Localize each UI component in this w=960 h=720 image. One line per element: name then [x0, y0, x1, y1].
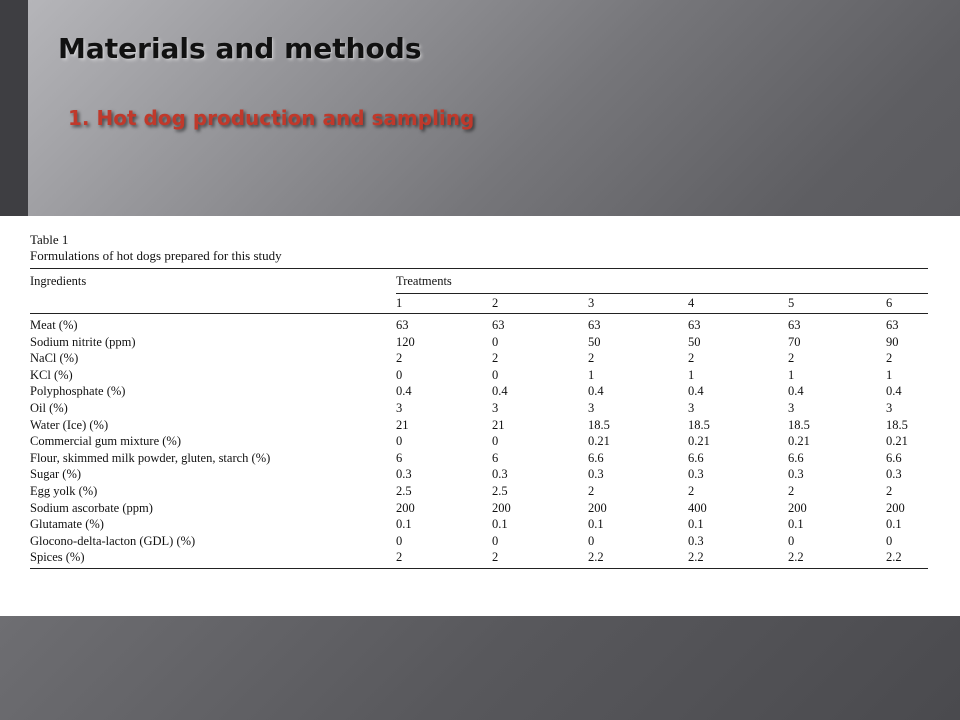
slide-title: Materials and methods	[58, 32, 422, 65]
formulation-table-body	[30, 314, 928, 569]
treatment-value-cell: 200	[886, 500, 905, 515]
treatment-value-cell: 18.5	[588, 417, 610, 432]
treatment-value-cell: 0.4	[886, 384, 902, 399]
treatment-value-cell: 2	[886, 483, 893, 498]
treatment-value-cell: 50	[688, 334, 701, 349]
treatment-value-cell: 0.21	[788, 434, 810, 449]
treatment-value-cell: 0.3	[688, 533, 704, 548]
table-panel	[0, 216, 960, 616]
ingredient-name-cell: Water (Ice) (%)	[30, 417, 109, 432]
slide-subtitle: 1. Hot dog production and sampling	[68, 106, 475, 130]
treatment-value-cell: 2	[588, 351, 595, 366]
treatment-value-cell: 63	[688, 318, 701, 332]
treatment-value-cell: 0	[492, 533, 499, 548]
treatment-value-cell: 2	[492, 351, 499, 366]
table-row	[30, 466, 928, 483]
table-row	[30, 314, 928, 334]
treatment-value-cell: 200	[588, 500, 607, 515]
treatment-value-cell: 1	[588, 367, 595, 382]
treatment-value-cell: 3	[492, 400, 499, 415]
table-row	[30, 516, 928, 533]
treatment-value-cell: 0	[788, 533, 795, 548]
formulation-table	[30, 268, 928, 569]
treatment-value-cell: 0	[492, 434, 499, 449]
treatment-value-cell: 0.3	[492, 467, 508, 482]
treatment-value-cell: 200	[788, 500, 807, 515]
treatment-value-cell: 3	[588, 400, 595, 415]
treatment-value-cell: 63	[492, 318, 505, 332]
treatment-value-cell: 0.4	[788, 384, 804, 399]
treatment-value-cell: 18.5	[788, 417, 810, 432]
ingredient-name-cell: Flour, skimmed milk powder, gluten, starch (%)	[30, 450, 271, 465]
treatment-value-cell: 2.2	[788, 549, 886, 568]
treatment-value-cell: 0.1	[886, 517, 902, 532]
treatment-value-cell: 3	[886, 400, 893, 415]
treatment-value-cell: 3	[688, 400, 695, 415]
treatment-value-cell: 63	[788, 318, 801, 332]
table-row	[30, 433, 928, 450]
treatment-value-cell: 2	[588, 483, 595, 498]
table-row	[30, 367, 928, 384]
treatment-number: 3	[588, 294, 688, 314]
treatment-value-cell: 6	[396, 450, 403, 465]
treatment-value-cell: 63	[588, 318, 601, 332]
treatment-value-cell: 2	[788, 483, 795, 498]
treatment-value-cell: 0.3	[886, 467, 902, 482]
ingredient-name-cell: Sodium nitrite (ppm)	[30, 334, 136, 349]
ingredient-name-cell: KCl (%)	[30, 367, 73, 382]
treatment-value-cell: 0	[396, 434, 403, 449]
treatment-value-cell: 400	[688, 500, 707, 515]
ingredients-header: Ingredients	[30, 269, 396, 294]
ingredient-name-cell: Oil (%)	[30, 400, 68, 415]
treatment-value-cell: 0.21	[588, 434, 610, 449]
table-row	[30, 350, 928, 367]
ingredient-name-cell: Sugar (%)	[30, 467, 82, 482]
treatment-number: 6	[886, 294, 928, 314]
table-row	[30, 417, 928, 434]
treatment-value-cell: 0.4	[396, 384, 412, 399]
treatment-number-row	[30, 294, 928, 314]
ingredient-name-cell: Sodium ascorbate (ppm)	[30, 500, 153, 515]
treatment-value-cell: 18.5	[886, 417, 908, 432]
treatment-value-cell: 0.4	[492, 384, 508, 399]
treatment-value-cell: 0.1	[492, 517, 508, 532]
treatment-value-cell: 2	[492, 549, 588, 568]
treatment-value-cell: 2	[396, 549, 492, 568]
ingredient-name-cell: Polyphosphate (%)	[30, 384, 126, 399]
treatment-value-cell: 0	[886, 533, 893, 548]
treatment-value-cell: 63	[396, 318, 409, 332]
treatment-value-cell: 0.21	[886, 434, 908, 449]
treatment-value-cell: 2	[396, 351, 403, 366]
table-row	[30, 549, 928, 568]
table-row	[30, 500, 928, 517]
treatments-header: Treatments	[396, 269, 928, 294]
ingredient-name-cell: Commercial gum mixture (%)	[30, 434, 182, 449]
table-row	[30, 334, 928, 351]
treatment-value-cell: 3	[396, 400, 403, 415]
treatment-value-cell: 2.2	[588, 549, 688, 568]
treatment-value-cell: 0	[396, 367, 403, 382]
treatment-number: 4	[688, 294, 788, 314]
treatment-value-cell: 70	[788, 334, 801, 349]
treatment-value-cell: 90	[886, 334, 899, 349]
treatment-value-cell: 2	[688, 351, 695, 366]
treatment-value-cell: 18.5	[688, 417, 710, 432]
ingredient-name-cell: Spices (%)	[30, 549, 396, 568]
treatment-value-cell: 0.1	[688, 517, 704, 532]
table-row	[30, 450, 928, 467]
treatment-number: 2	[492, 294, 588, 314]
treatment-value-cell: 1	[788, 367, 795, 382]
treatment-value-cell: 21	[396, 417, 409, 432]
treatment-value-cell: 2	[688, 483, 695, 498]
treatment-value-cell: 1	[886, 367, 893, 382]
treatment-value-cell: 0.1	[588, 517, 604, 532]
treatment-value-cell: 0.3	[688, 467, 704, 482]
treatment-value-cell: 6.6	[788, 450, 804, 465]
treatment-value-cell: 0.3	[588, 467, 604, 482]
treatment-value-cell: 0.4	[588, 384, 604, 399]
ingredient-name-cell: Glocono-delta-lacton (GDL) (%)	[30, 533, 196, 548]
treatment-value-cell: 0	[396, 533, 403, 548]
treatment-number: 1	[396, 294, 492, 314]
treatment-value-cell: 0.3	[396, 467, 412, 482]
treatment-number: 5	[788, 294, 886, 314]
treatment-value-cell: 6.6	[688, 450, 704, 465]
ingredient-name-cell: NaCl (%)	[30, 351, 79, 366]
treatment-value-cell: 0	[588, 533, 595, 548]
table-header-row	[30, 269, 928, 294]
treatment-value-cell: 63	[886, 318, 899, 332]
table-row	[30, 533, 928, 550]
treatment-value-cell: 0.1	[396, 517, 412, 532]
table-caption: Formulations of hot dogs prepared for this study	[30, 248, 282, 263]
treatment-value-cell: 0.4	[688, 384, 704, 399]
treatment-value-cell: 0.21	[688, 434, 710, 449]
treatment-value-cell: 0.1	[788, 517, 804, 532]
table-row	[30, 483, 928, 500]
table-label: Table 1	[30, 232, 69, 247]
treatment-value-cell: 2.2	[886, 549, 928, 568]
table-caption-block	[30, 232, 282, 264]
treatment-value-cell: 0.3	[788, 467, 804, 482]
treatment-value-cell: 2	[886, 351, 893, 366]
table-row	[30, 400, 928, 417]
treatment-value-cell: 2.5	[492, 483, 508, 498]
treatment-value-cell: 2.2	[688, 549, 788, 568]
treatment-number-spacer	[30, 294, 396, 314]
treatment-value-cell: 0	[492, 334, 499, 349]
treatment-value-cell: 200	[492, 500, 511, 515]
slide-bottom-band	[0, 616, 960, 720]
ingredient-name-cell: Glutamate (%)	[30, 517, 104, 532]
treatment-value-cell: 6.6	[588, 450, 604, 465]
treatment-value-cell: 21	[492, 417, 505, 432]
treatment-value-cell: 6	[492, 450, 499, 465]
treatment-value-cell: 6.6	[886, 450, 902, 465]
treatment-value-cell: 0	[492, 367, 499, 382]
treatment-value-cell: 2	[788, 351, 795, 366]
treatment-value-cell: 50	[588, 334, 601, 349]
treatment-value-cell: 1	[688, 367, 695, 382]
treatment-value-cell: 200	[396, 500, 415, 515]
treatment-value-cell: 120	[396, 334, 415, 349]
ingredient-name-cell: Egg yolk (%)	[30, 483, 98, 498]
table-row	[30, 383, 928, 400]
treatment-value-cell: 2.5	[396, 483, 412, 498]
ingredient-name-cell: Meat (%)	[30, 318, 78, 332]
treatment-value-cell: 3	[788, 400, 795, 415]
